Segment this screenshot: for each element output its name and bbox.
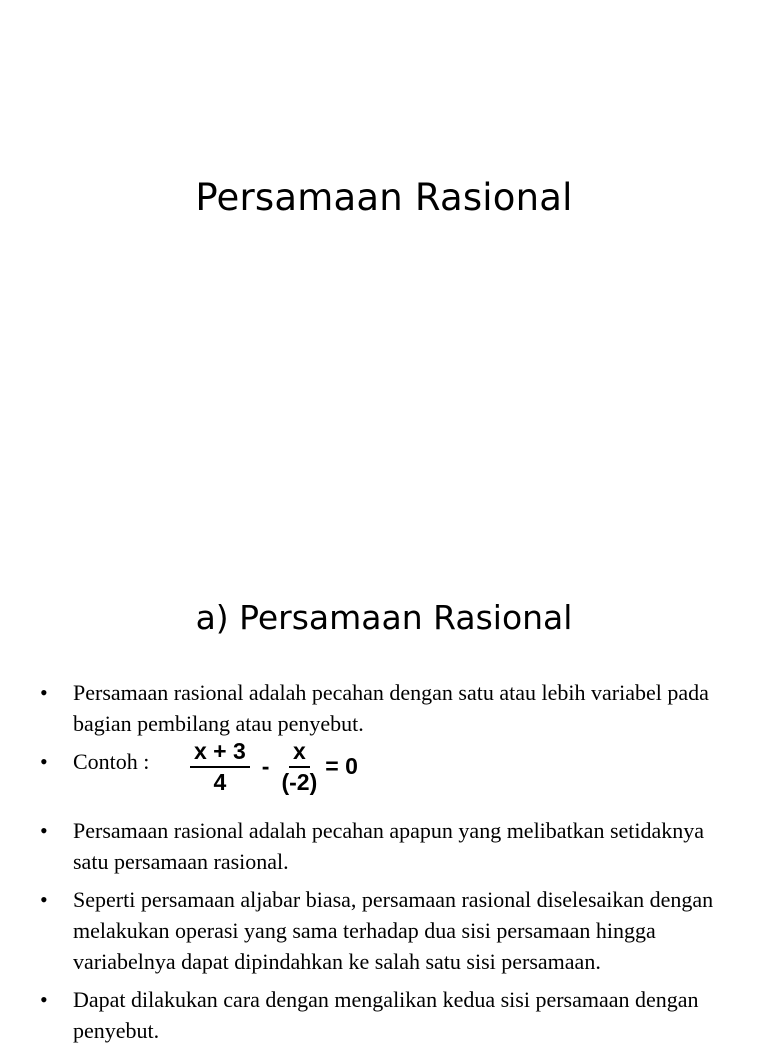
- list-item: [40, 677, 730, 739]
- bullet-list: [40, 677, 730, 1053]
- fraction-1-numerator: x + 3: [190, 738, 250, 768]
- list-item: [40, 815, 730, 877]
- bullet-text: Dapat dilakukan cara dengan mengalikan kedua sisi persamaan dengan penyebut.: [73, 987, 699, 1043]
- bullet-text: Contoh :: [73, 749, 150, 774]
- list-item-example: [40, 738, 730, 808]
- slide-1-title: Persamaan Rasional: [195, 176, 573, 219]
- bullet-icon: •: [40, 887, 48, 912]
- bullet-icon: •: [40, 987, 48, 1012]
- fraction-1-denominator: 4: [213, 769, 227, 795]
- list-item: [40, 884, 730, 977]
- formula-operator: -: [261, 753, 270, 779]
- bullet-icon: •: [40, 749, 48, 774]
- bullet-icon: •: [40, 818, 48, 843]
- list-item: [40, 984, 730, 1046]
- fraction-2: [281, 738, 317, 795]
- bullet-text: Persamaan rasional adalah pecahan apapun yang melibatkan setidaknya satu persamaan rasional.: [73, 818, 705, 874]
- example-formula: [190, 738, 358, 795]
- slide-2-title: a) Persamaan Rasional: [195, 598, 573, 637]
- fraction-1: [190, 738, 250, 795]
- bullet-icon: •: [40, 680, 48, 705]
- fraction-2-numerator: x: [289, 738, 310, 768]
- fraction-2-denominator: (-2): [281, 769, 318, 795]
- bullet-text: Persamaan rasional adalah pecahan dengan satu atau lebih variabel pada bagian pembilang atau penyebut.: [73, 680, 709, 736]
- bullet-text: Seperti persamaan aljabar biasa, persamaan rasional diselesaikan dengan melakukan operasi yang sama terhadap dua sisi persamaan hingga variabelnya dapat dipindahkan ke salah satu sisi persamaan.: [73, 887, 714, 974]
- formula-result: = 0: [325, 753, 358, 779]
